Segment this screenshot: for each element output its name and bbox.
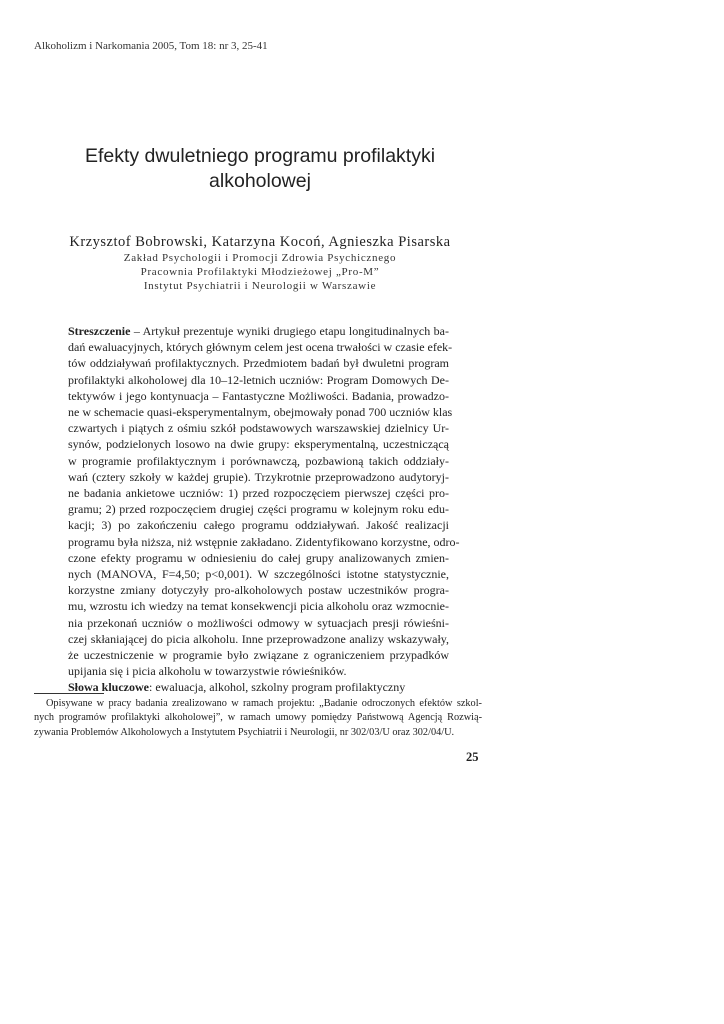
abstract-text: – Artykuł prezentuje wyniki drugiego etapu longitudinalnych ba- [130, 324, 449, 338]
footnote-line: zywania Problemów Alkoholowych a Instytutem Psychiatrii i Neurologii, nr 302/03/U oraz 302/04/U. [34, 726, 455, 738]
abstract-line: czej skłaniającej do picia alkoholu. Inne przeprowadzone analizy wskazywały, [68, 631, 449, 646]
abstract-line: tektywów i jego kontynuacja – Fantastyczne Możliwości. Badania, prowadzo- [68, 388, 449, 403]
abstract-line: korzystne zmiany dotyczyły pro-alkoholowych postaw uczestników progra- [68, 583, 449, 598]
abstract-line: że uczestniczenie w programie było związane z ograniczeniem przypadków [68, 648, 449, 663]
abstract-line: profilaktyki alkoholowej dla 10–12-letnich uczniów: Program Domowych De- [68, 372, 449, 387]
footnote [34, 697, 482, 740]
keywords-line [68, 679, 449, 695]
affiliation-line: Instytut Psychiatrii i Neurologii w Warszawie [143, 280, 377, 292]
running-head: Alkoholizm i Narkomania 2005, Tom 18: nr 3, 25-41 [34, 40, 268, 52]
abstract-line: mu, wzrostu ich wiedzy na temat konsekwencji picia alkoholu oraz wzmocnie- [68, 599, 449, 614]
abstract-line: nia przekonań uczniów o możliwości odmowy w sytuacjach presji rówieśni- [68, 615, 449, 630]
abstract-line: upijania się i picia alkoholu w towarzystwie rówieśników. [68, 664, 347, 679]
abstract-line: dań ewaluacyjnych, których głównym celem jest ocena trwałości w czasie efek- [68, 340, 453, 355]
abstract-line: tów oddziaływań profilaktycznych. Przedmiotem badań był dwuletni program [68, 356, 449, 371]
abstract [68, 323, 460, 696]
footnote-line: nych programów profilaktyki alkoholowej”, w ramach umowy pomiędzy Państwową Agencją Rozwią- [34, 712, 482, 724]
abstract-line: programu była niższa, niż wstępnie zakładano. Zidentyfikowano korzystne, odro- [68, 534, 460, 549]
abstract-line: kacji; 3) po zakończeniu całego programu oddziaływań. Jakość realizacji [68, 518, 449, 533]
abstract-line: synów, podzielonych losowo na dwie grupy: eksperymentalną, uczestniczącą [68, 437, 449, 452]
page-number: 25 [466, 750, 479, 764]
abstract-line [68, 323, 449, 339]
footnote-line: Opisywane w pracy badania zrealizowano w ramach projektu: „Badanie odroczonych efektów szkol- [46, 698, 482, 709]
abstract-line: czone efekty programu w odniesieniu do całej grupy analizowanych zmien- [68, 550, 449, 565]
keywords-text: : ewaluacja, alkohol, szkolny program profilaktyczny [149, 680, 406, 695]
abstract-line: gramu; 2) przed rozpoczęciem drugiej części programu w kolejnym roku edu- [68, 502, 449, 517]
article-title [0, 144, 520, 194]
affiliation-line: Zakład Psychologii i Promocji Zdrowia Psychicznego [123, 252, 397, 264]
affiliation-line: Pracownia Profilaktyki Młodzieżowej „Pro-M” [140, 266, 380, 278]
abstract-line: nych (MANOVA, F=4,50; p<0,001). W szczególności istotne statystycznie, [68, 567, 449, 582]
footnote-rule [34, 693, 104, 694]
abstract-label: Streszczenie [68, 324, 131, 338]
abstract-line: czwartych i piątych z ośmiu szkół podstawowych warszawskiej dzielnicy Ur- [68, 421, 449, 436]
keywords-label: Słowa kluczowe [68, 680, 149, 695]
abstract-line: ne badania ankietowe uczniów: 1) przed rozpoczęciem pierwszej części pro- [68, 486, 449, 501]
title-line-1: Efekty dwuletniego programu profilaktyki [84, 145, 436, 167]
affiliation [0, 251, 520, 293]
title-line-2: alkoholowej [209, 170, 311, 192]
abstract-line: ne w schemacie quasi-eksperymentalnym, obejmowały ponad 700 uczniów klas [68, 405, 453, 420]
abstract-line: w programie profilaktycznym i porównawczą, pozbawioną takich oddziały- [68, 453, 449, 468]
authors: Krzysztof Bobrowski, Katarzyna Kocoń, Agnieszka Pisarska [69, 234, 451, 250]
abstract-line: wań (cztery szkoły w każdej grupie). Trzykrotnie przeprowadzono audytoryj- [68, 469, 449, 484]
